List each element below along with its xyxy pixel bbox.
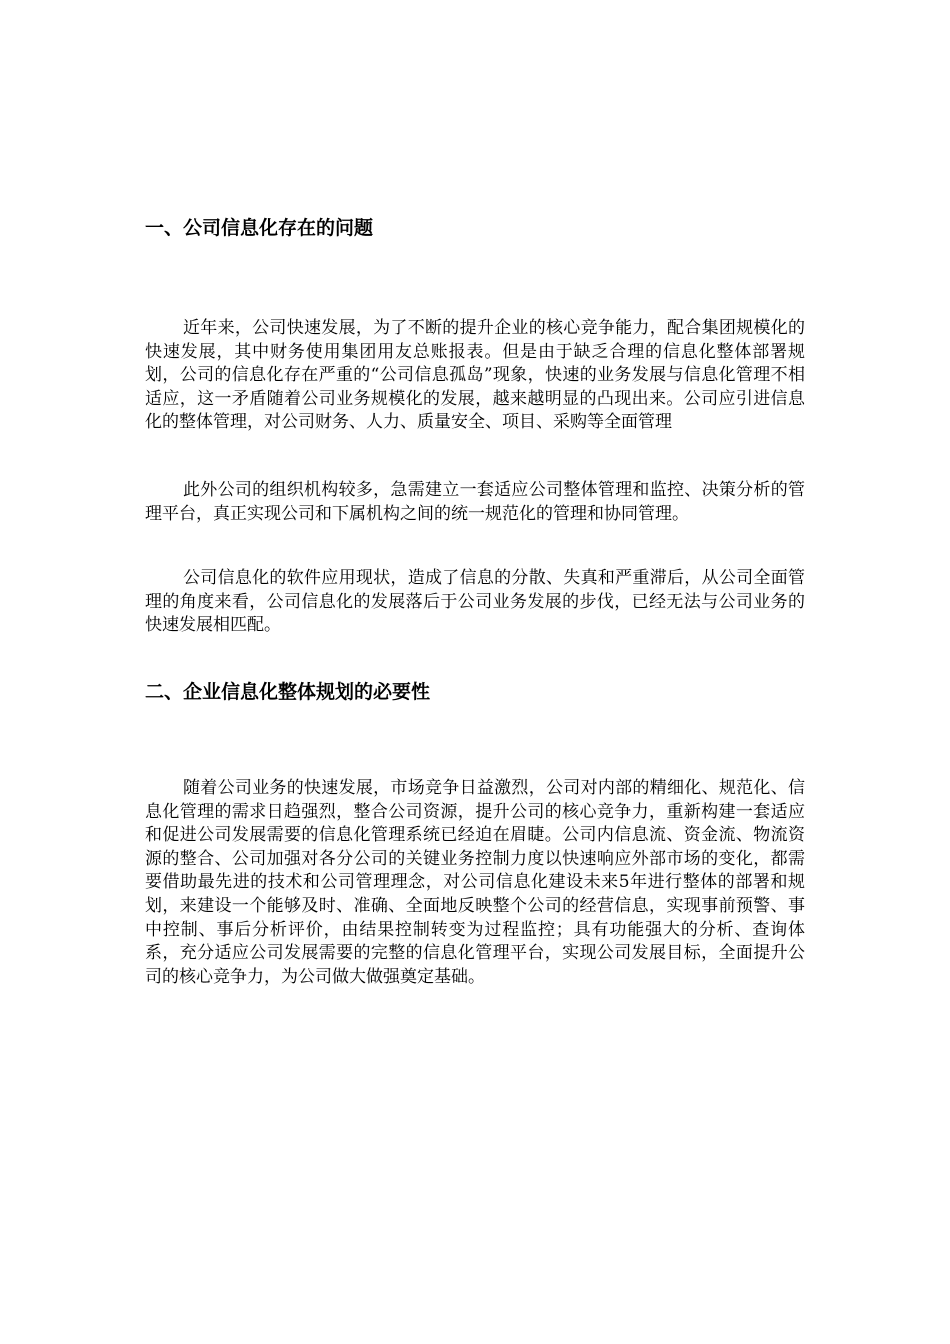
section-heading-problems: 一、公司信息化存在的问题 <box>145 217 374 239</box>
paragraph-planning-necessity: 随着公司业务的快速发展，市场竞争日益激烈，公司对内部的精细化、规范化、信息化管理的需求日趋强烈，整合公司资源，提升公司的核心竞争力，重新构建一套适应和促进公司发展需要的信息化管理系统已经迫在眉睫。公司内信息流、资金流、物流资源的整合、公司加强对各分公司的关键业务控制力度以快速响应外部市场的变化，都需要借助最先进的技术和公司管理理念，对公司信息化建设未来5年进行整体的部署和规划，来建设一个能够及时、准确、全面地反映整个公司的经营信息，实现事前预警、事中控制、事后分析评价，由结果控制转变为过程监控；具有功能强大的分析、查询体系，充分适应公司发展需要的完整的信息化管理平台，实现公司发展目标，全面提升公司的核心竞争力，为公司做大做强奠定基础。 <box>145 778 805 987</box>
paragraph-organization-structure: 此外公司的组织机构较多，急需建立一套适应公司整体管理和监控、决策分析的管理平台，真正实现公司和下属机构之间的统一规范化的管理和协同管理。 <box>145 480 805 524</box>
paragraph-growth-and-info-islands: 近年来，公司快速发展，为了不断的提升企业的核心竞争能力，配合集团规模化的快速发展，其中财务使用集团用友总账报表。但是由于缺乏合理的信息化整体部署规划，公司的信息化存在严重的“公司信息孤岛”现象，快速的业务发展与信息化管理不相适应，这一矛盾随着公司业务规模化的发展，越来越明显的凸现出来。公司应引进信息化的整体管理，对公司财务、人力、质量安全、项目、采购等全面管理 <box>145 318 805 433</box>
paragraph-software-status: 公司信息化的软件应用现状，造成了信息的分散、失真和严重滞后，从公司全面管理的角度来看，公司信息化的发展落后于公司业务发展的步伐，已经无法与公司业务的快速发展相匹配。 <box>145 568 805 636</box>
section-heading-necessity: 二、企业信息化整体规划的必要性 <box>145 681 431 703</box>
